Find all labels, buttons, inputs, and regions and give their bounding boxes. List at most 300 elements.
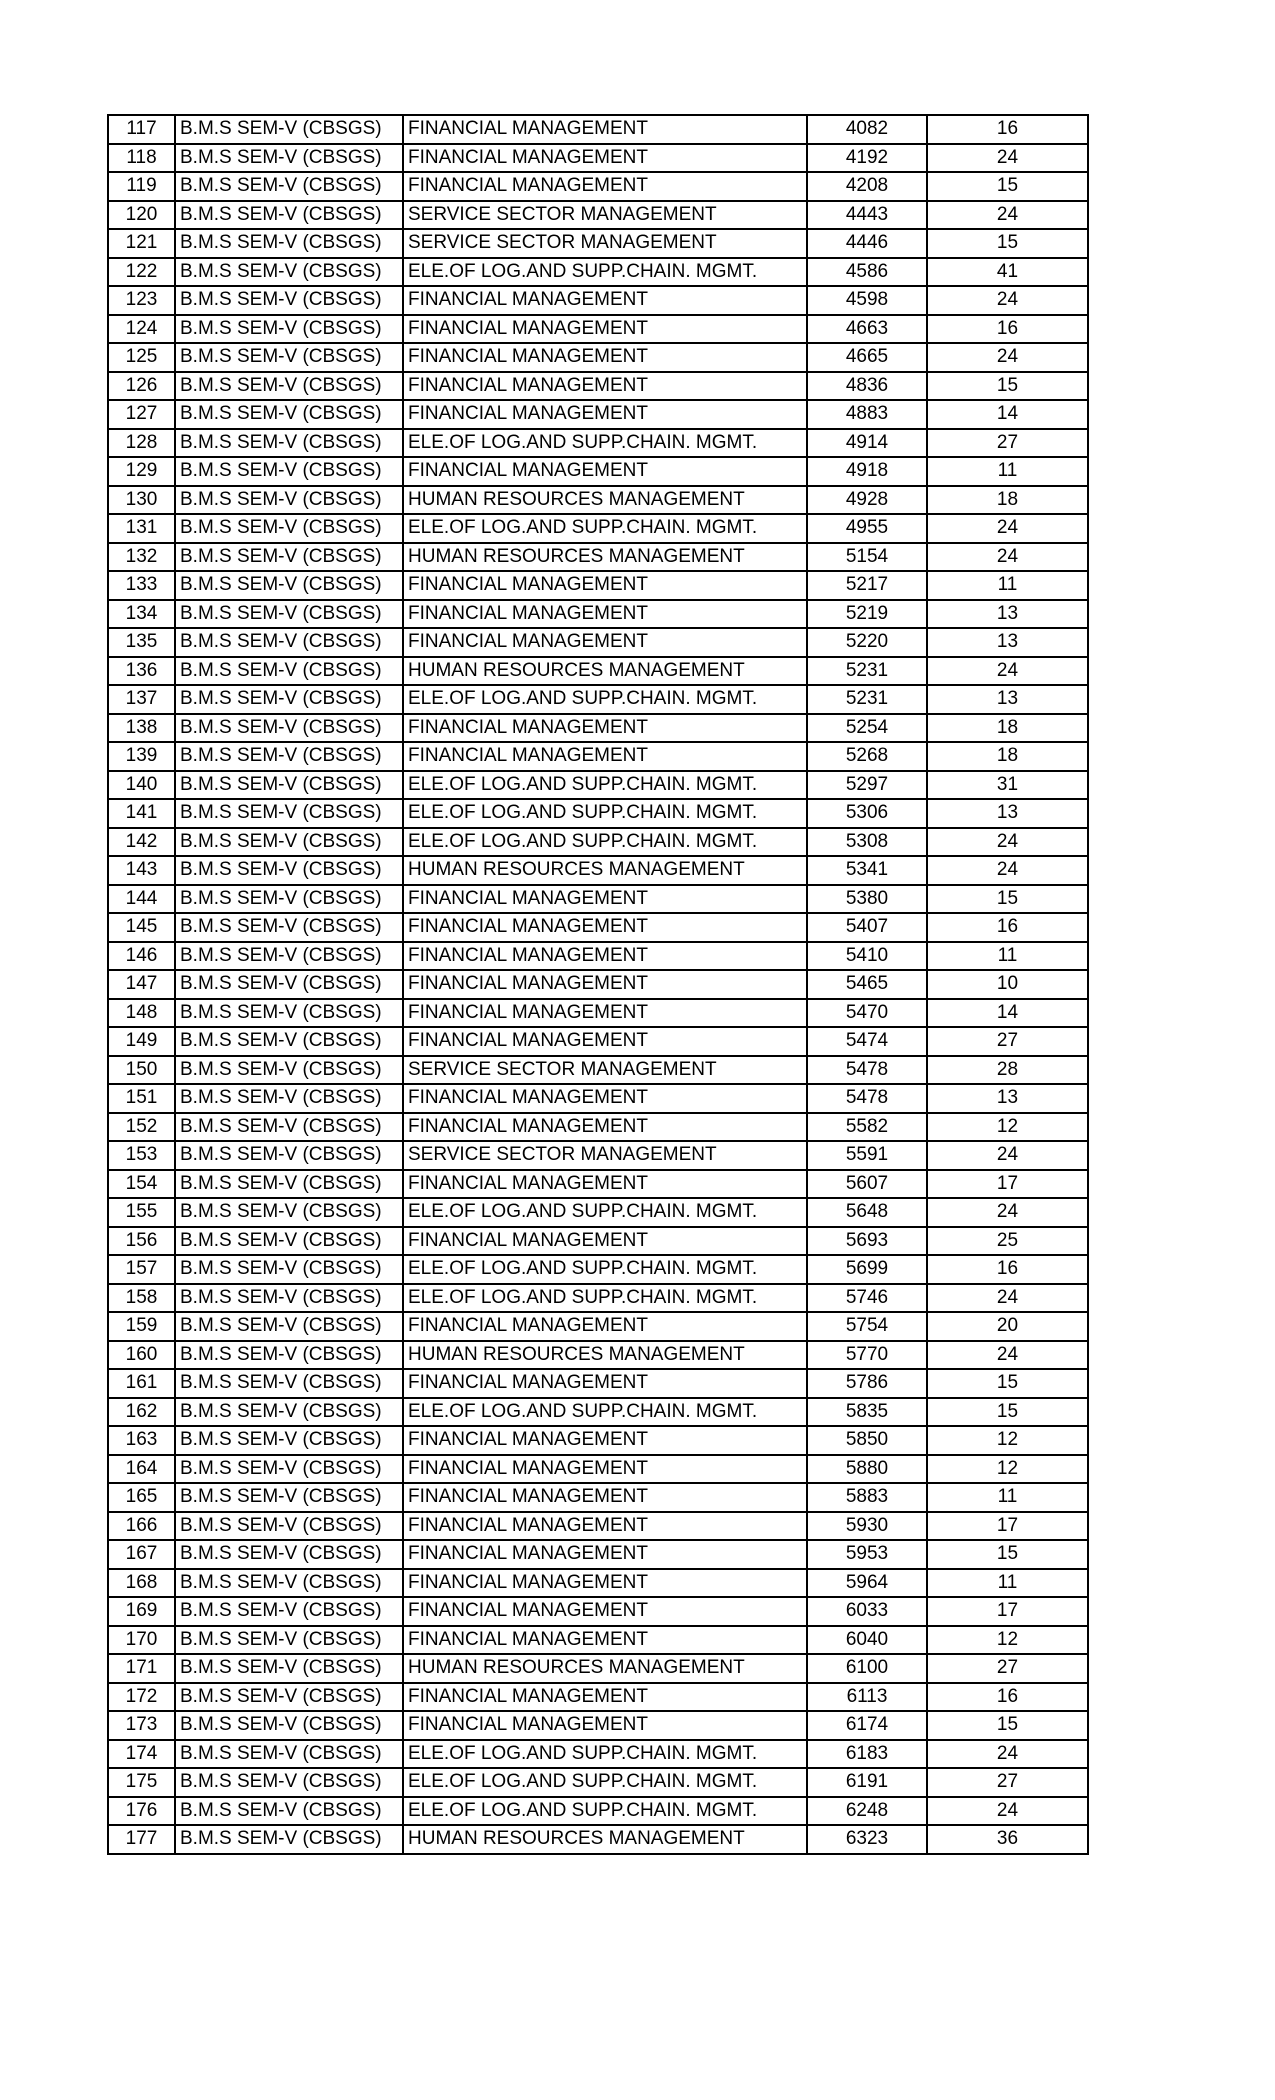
subject-cell: FINANCIAL MANAGEMENT (403, 1227, 807, 1256)
seat-number-cell: 5254 (807, 714, 927, 743)
seat-number-cell: 6113 (807, 1683, 927, 1712)
subject-cell: ELE.OF LOG.AND SUPP.CHAIN. MGMT. (403, 1797, 807, 1826)
marks-cell: 15 (927, 885, 1088, 914)
marks-cell: 16 (927, 115, 1088, 144)
seat-number-cell: 5693 (807, 1227, 927, 1256)
marks-cell: 24 (927, 343, 1088, 372)
subject-cell: ELE.OF LOG.AND SUPP.CHAIN. MGMT. (403, 514, 807, 543)
subject-cell: FINANCIAL MANAGEMENT (403, 286, 807, 315)
class-cell: B.M.S SEM-V (CBSGS) (175, 1540, 403, 1569)
seat-number-cell: 5953 (807, 1540, 927, 1569)
class-cell: B.M.S SEM-V (CBSGS) (175, 1227, 403, 1256)
serial-number-cell: 147 (108, 970, 175, 999)
subject-cell: ELE.OF LOG.AND SUPP.CHAIN. MGMT. (403, 1740, 807, 1769)
class-cell: B.M.S SEM-V (CBSGS) (175, 543, 403, 572)
subject-cell: SERVICE SECTOR MANAGEMENT (403, 1056, 807, 1085)
subject-cell: ELE.OF LOG.AND SUPP.CHAIN. MGMT. (403, 1768, 807, 1797)
seat-number-cell: 5308 (807, 828, 927, 857)
class-cell: B.M.S SEM-V (CBSGS) (175, 1654, 403, 1683)
table-body (108, 115, 1088, 1854)
serial-number-cell: 148 (108, 999, 175, 1028)
class-cell: B.M.S SEM-V (CBSGS) (175, 913, 403, 942)
subject-cell: FINANCIAL MANAGEMENT (403, 628, 807, 657)
serial-number-cell: 165 (108, 1483, 175, 1512)
marks-cell: 16 (927, 1683, 1088, 1712)
class-cell: B.M.S SEM-V (CBSGS) (175, 1455, 403, 1484)
serial-number-cell: 168 (108, 1569, 175, 1598)
marks-cell: 18 (927, 742, 1088, 771)
class-cell: B.M.S SEM-V (CBSGS) (175, 315, 403, 344)
marks-cell: 11 (927, 942, 1088, 971)
class-cell: B.M.S SEM-V (CBSGS) (175, 172, 403, 201)
subject-cell: FINANCIAL MANAGEMENT (403, 600, 807, 629)
seat-number-cell: 5297 (807, 771, 927, 800)
class-cell: B.M.S SEM-V (CBSGS) (175, 1369, 403, 1398)
serial-number-cell: 143 (108, 856, 175, 885)
serial-number-cell: 171 (108, 1654, 175, 1683)
subject-cell: FINANCIAL MANAGEMENT (403, 1170, 807, 1199)
table-row (108, 771, 1088, 800)
class-cell: B.M.S SEM-V (CBSGS) (175, 1198, 403, 1227)
seat-number-cell: 5268 (807, 742, 927, 771)
serial-number-cell: 129 (108, 457, 175, 486)
subject-cell: SERVICE SECTOR MANAGEMENT (403, 201, 807, 230)
class-cell: B.M.S SEM-V (CBSGS) (175, 115, 403, 144)
marks-cell: 13 (927, 600, 1088, 629)
table-row (108, 229, 1088, 258)
table-row (108, 1227, 1088, 1256)
table-row (108, 457, 1088, 486)
seat-number-cell: 5470 (807, 999, 927, 1028)
serial-number-cell: 140 (108, 771, 175, 800)
table-row (108, 999, 1088, 1028)
subject-cell: FINANCIAL MANAGEMENT (403, 1455, 807, 1484)
serial-number-cell: 121 (108, 229, 175, 258)
serial-number-cell: 154 (108, 1170, 175, 1199)
seat-number-cell: 4082 (807, 115, 927, 144)
class-cell: B.M.S SEM-V (CBSGS) (175, 1797, 403, 1826)
class-cell: B.M.S SEM-V (CBSGS) (175, 144, 403, 173)
serial-number-cell: 120 (108, 201, 175, 230)
marks-cell: 11 (927, 571, 1088, 600)
class-cell: B.M.S SEM-V (CBSGS) (175, 628, 403, 657)
serial-number-cell: 169 (108, 1597, 175, 1626)
seat-number-cell: 4836 (807, 372, 927, 401)
table-row (108, 1113, 1088, 1142)
subject-cell: FINANCIAL MANAGEMENT (403, 913, 807, 942)
serial-number-cell: 175 (108, 1768, 175, 1797)
subject-cell: FINANCIAL MANAGEMENT (403, 400, 807, 429)
seat-number-cell: 6040 (807, 1626, 927, 1655)
subject-cell: FINANCIAL MANAGEMENT (403, 172, 807, 201)
class-cell: B.M.S SEM-V (CBSGS) (175, 1056, 403, 1085)
table-row (108, 286, 1088, 315)
serial-number-cell: 166 (108, 1512, 175, 1541)
table-row (108, 172, 1088, 201)
table-row (108, 1512, 1088, 1541)
subject-cell: ELE.OF LOG.AND SUPP.CHAIN. MGMT. (403, 1398, 807, 1427)
seat-number-cell: 6100 (807, 1654, 927, 1683)
marks-cell: 14 (927, 999, 1088, 1028)
seat-number-cell: 5478 (807, 1084, 927, 1113)
subject-cell: FINANCIAL MANAGEMENT (403, 1369, 807, 1398)
serial-number-cell: 134 (108, 600, 175, 629)
serial-number-cell: 162 (108, 1398, 175, 1427)
marks-cell: 15 (927, 1369, 1088, 1398)
marks-cell: 15 (927, 229, 1088, 258)
seat-number-cell: 5231 (807, 657, 927, 686)
seat-number-cell: 6183 (807, 1740, 927, 1769)
table-row (108, 1740, 1088, 1769)
class-cell: B.M.S SEM-V (CBSGS) (175, 343, 403, 372)
subject-cell: FINANCIAL MANAGEMENT (403, 885, 807, 914)
subject-cell: FINANCIAL MANAGEMENT (403, 315, 807, 344)
serial-number-cell: 156 (108, 1227, 175, 1256)
serial-number-cell: 170 (108, 1626, 175, 1655)
subject-cell: HUMAN RESOURCES MANAGEMENT (403, 486, 807, 515)
class-cell: B.M.S SEM-V (CBSGS) (175, 1483, 403, 1512)
serial-number-cell: 152 (108, 1113, 175, 1142)
marks-cell: 24 (927, 1284, 1088, 1313)
table-row (108, 1398, 1088, 1427)
marks-cell: 27 (927, 1654, 1088, 1683)
seat-number-cell: 5220 (807, 628, 927, 657)
class-cell: B.M.S SEM-V (CBSGS) (175, 771, 403, 800)
table-row (108, 1027, 1088, 1056)
subject-cell: SERVICE SECTOR MANAGEMENT (403, 229, 807, 258)
marks-cell: 18 (927, 486, 1088, 515)
seat-number-cell: 5217 (807, 571, 927, 600)
subject-cell: ELE.OF LOG.AND SUPP.CHAIN. MGMT. (403, 828, 807, 857)
class-cell: B.M.S SEM-V (CBSGS) (175, 1626, 403, 1655)
table-row (108, 1426, 1088, 1455)
seat-number-cell: 5648 (807, 1198, 927, 1227)
class-cell: B.M.S SEM-V (CBSGS) (175, 286, 403, 315)
table-row (108, 1797, 1088, 1826)
class-cell: B.M.S SEM-V (CBSGS) (175, 828, 403, 857)
subject-cell: FINANCIAL MANAGEMENT (403, 115, 807, 144)
marks-cell: 15 (927, 172, 1088, 201)
marks-cell: 13 (927, 799, 1088, 828)
marks-cell: 15 (927, 1540, 1088, 1569)
class-cell: B.M.S SEM-V (CBSGS) (175, 742, 403, 771)
seat-number-cell: 6033 (807, 1597, 927, 1626)
table-row (108, 1141, 1088, 1170)
marks-cell: 24 (927, 201, 1088, 230)
seat-number-cell: 5465 (807, 970, 927, 999)
table-row (108, 657, 1088, 686)
serial-number-cell: 127 (108, 400, 175, 429)
subject-cell: HUMAN RESOURCES MANAGEMENT (403, 1654, 807, 1683)
seat-number-cell: 4598 (807, 286, 927, 315)
table-row (108, 799, 1088, 828)
subject-cell: FINANCIAL MANAGEMENT (403, 457, 807, 486)
serial-number-cell: 130 (108, 486, 175, 515)
table-row (108, 1455, 1088, 1484)
marks-cell: 12 (927, 1455, 1088, 1484)
class-cell: B.M.S SEM-V (CBSGS) (175, 1512, 403, 1541)
class-cell: B.M.S SEM-V (CBSGS) (175, 1569, 403, 1598)
table-row (108, 571, 1088, 600)
table-row (108, 1084, 1088, 1113)
class-cell: B.M.S SEM-V (CBSGS) (175, 201, 403, 230)
seat-number-cell: 5850 (807, 1426, 927, 1455)
marks-cell: 17 (927, 1512, 1088, 1541)
class-cell: B.M.S SEM-V (CBSGS) (175, 486, 403, 515)
table-row (108, 1198, 1088, 1227)
subject-cell: FINANCIAL MANAGEMENT (403, 1711, 807, 1740)
seat-number-cell: 4446 (807, 229, 927, 258)
seat-number-cell: 5407 (807, 913, 927, 942)
serial-number-cell: 163 (108, 1426, 175, 1455)
marks-cell: 11 (927, 1569, 1088, 1598)
table-row (108, 1683, 1088, 1712)
seat-number-cell: 6323 (807, 1825, 927, 1854)
table-row (108, 1569, 1088, 1598)
table-row (108, 1768, 1088, 1797)
table-row (108, 885, 1088, 914)
marks-cell: 24 (927, 1198, 1088, 1227)
seat-number-cell: 5835 (807, 1398, 927, 1427)
subject-cell: FINANCIAL MANAGEMENT (403, 1569, 807, 1598)
class-cell: B.M.S SEM-V (CBSGS) (175, 1768, 403, 1797)
serial-number-cell: 137 (108, 685, 175, 714)
serial-number-cell: 159 (108, 1312, 175, 1341)
serial-number-cell: 142 (108, 828, 175, 857)
class-cell: B.M.S SEM-V (CBSGS) (175, 600, 403, 629)
seat-number-cell: 4918 (807, 457, 927, 486)
serial-number-cell: 138 (108, 714, 175, 743)
class-cell: B.M.S SEM-V (CBSGS) (175, 1711, 403, 1740)
class-cell: B.M.S SEM-V (CBSGS) (175, 514, 403, 543)
table-row (108, 1483, 1088, 1512)
seat-number-cell: 4883 (807, 400, 927, 429)
table-row (108, 1597, 1088, 1626)
serial-number-cell: 122 (108, 258, 175, 287)
seat-number-cell: 5219 (807, 600, 927, 629)
table-row (108, 714, 1088, 743)
seat-number-cell: 5880 (807, 1455, 927, 1484)
table-row (108, 144, 1088, 173)
marks-cell: 24 (927, 1141, 1088, 1170)
marks-cell: 18 (927, 714, 1088, 743)
marks-cell: 14 (927, 400, 1088, 429)
subject-cell: ELE.OF LOG.AND SUPP.CHAIN. MGMT. (403, 258, 807, 287)
marks-cell: 15 (927, 1398, 1088, 1427)
serial-number-cell: 135 (108, 628, 175, 657)
serial-number-cell: 157 (108, 1255, 175, 1284)
seat-number-cell: 5582 (807, 1113, 927, 1142)
subject-cell: ELE.OF LOG.AND SUPP.CHAIN. MGMT. (403, 771, 807, 800)
seat-number-cell: 5341 (807, 856, 927, 885)
marks-cell: 25 (927, 1227, 1088, 1256)
table-row (108, 1626, 1088, 1655)
seat-number-cell: 4928 (807, 486, 927, 515)
seat-number-cell: 6191 (807, 1768, 927, 1797)
subject-cell: FINANCIAL MANAGEMENT (403, 1312, 807, 1341)
table-row (108, 1654, 1088, 1683)
serial-number-cell: 124 (108, 315, 175, 344)
subject-cell: FINANCIAL MANAGEMENT (403, 714, 807, 743)
class-cell: B.M.S SEM-V (CBSGS) (175, 372, 403, 401)
marks-cell: 27 (927, 1768, 1088, 1797)
subject-cell: FINANCIAL MANAGEMENT (403, 372, 807, 401)
serial-number-cell: 136 (108, 657, 175, 686)
subject-cell: FINANCIAL MANAGEMENT (403, 1084, 807, 1113)
marks-cell: 16 (927, 1255, 1088, 1284)
serial-number-cell: 160 (108, 1341, 175, 1370)
subject-cell: FINANCIAL MANAGEMENT (403, 1626, 807, 1655)
table-row (108, 856, 1088, 885)
data-table (107, 114, 1089, 1855)
marks-cell: 36 (927, 1825, 1088, 1854)
serial-number-cell: 153 (108, 1141, 175, 1170)
seat-number-cell: 5591 (807, 1141, 927, 1170)
serial-number-cell: 150 (108, 1056, 175, 1085)
seat-number-cell: 5930 (807, 1512, 927, 1541)
seat-number-cell: 4955 (807, 514, 927, 543)
class-cell: B.M.S SEM-V (CBSGS) (175, 258, 403, 287)
class-cell: B.M.S SEM-V (CBSGS) (175, 1426, 403, 1455)
seat-number-cell: 5786 (807, 1369, 927, 1398)
serial-number-cell: 125 (108, 343, 175, 372)
class-cell: B.M.S SEM-V (CBSGS) (175, 1255, 403, 1284)
serial-number-cell: 173 (108, 1711, 175, 1740)
serial-number-cell: 139 (108, 742, 175, 771)
serial-number-cell: 155 (108, 1198, 175, 1227)
seat-number-cell: 5380 (807, 885, 927, 914)
serial-number-cell: 117 (108, 115, 175, 144)
serial-number-cell: 167 (108, 1540, 175, 1569)
class-cell: B.M.S SEM-V (CBSGS) (175, 1398, 403, 1427)
table-row (108, 1284, 1088, 1313)
table-row (108, 201, 1088, 230)
table-row (108, 913, 1088, 942)
seat-number-cell: 5607 (807, 1170, 927, 1199)
table-row (108, 514, 1088, 543)
subject-cell: ELE.OF LOG.AND SUPP.CHAIN. MGMT. (403, 1284, 807, 1313)
serial-number-cell: 131 (108, 514, 175, 543)
marks-cell: 28 (927, 1056, 1088, 1085)
table-row (108, 372, 1088, 401)
subject-cell: FINANCIAL MANAGEMENT (403, 742, 807, 771)
seat-number-cell: 6174 (807, 1711, 927, 1740)
marks-cell: 16 (927, 315, 1088, 344)
seat-number-cell: 4208 (807, 172, 927, 201)
class-cell: B.M.S SEM-V (CBSGS) (175, 714, 403, 743)
subject-cell: FINANCIAL MANAGEMENT (403, 1113, 807, 1142)
table-row (108, 258, 1088, 287)
subject-cell: SERVICE SECTOR MANAGEMENT (403, 1141, 807, 1170)
class-cell: B.M.S SEM-V (CBSGS) (175, 1170, 403, 1199)
marks-cell: 24 (927, 1341, 1088, 1370)
subject-cell: ELE.OF LOG.AND SUPP.CHAIN. MGMT. (403, 799, 807, 828)
table-row (108, 1825, 1088, 1854)
serial-number-cell: 149 (108, 1027, 175, 1056)
seat-number-cell: 5231 (807, 685, 927, 714)
table-row (108, 543, 1088, 572)
class-cell: B.M.S SEM-V (CBSGS) (175, 999, 403, 1028)
subject-cell: ELE.OF LOG.AND SUPP.CHAIN. MGMT. (403, 1255, 807, 1284)
class-cell: B.M.S SEM-V (CBSGS) (175, 429, 403, 458)
table-row (108, 1540, 1088, 1569)
marks-cell: 10 (927, 970, 1088, 999)
class-cell: B.M.S SEM-V (CBSGS) (175, 1027, 403, 1056)
class-cell: B.M.S SEM-V (CBSGS) (175, 457, 403, 486)
marks-cell: 11 (927, 1483, 1088, 1512)
serial-number-cell: 118 (108, 144, 175, 173)
subject-cell: HUMAN RESOURCES MANAGEMENT (403, 1341, 807, 1370)
class-cell: B.M.S SEM-V (CBSGS) (175, 885, 403, 914)
class-cell: B.M.S SEM-V (CBSGS) (175, 1683, 403, 1712)
marks-cell: 13 (927, 685, 1088, 714)
seat-number-cell: 6248 (807, 1797, 927, 1826)
subject-cell: FINANCIAL MANAGEMENT (403, 1540, 807, 1569)
class-cell: B.M.S SEM-V (CBSGS) (175, 1084, 403, 1113)
table-row (108, 1369, 1088, 1398)
class-cell: B.M.S SEM-V (CBSGS) (175, 1597, 403, 1626)
table-row (108, 429, 1088, 458)
marks-cell: 13 (927, 1084, 1088, 1113)
subject-cell: FINANCIAL MANAGEMENT (403, 343, 807, 372)
seat-number-cell: 5964 (807, 1569, 927, 1598)
table-row (108, 1170, 1088, 1199)
seat-number-cell: 4665 (807, 343, 927, 372)
class-cell: B.M.S SEM-V (CBSGS) (175, 1113, 403, 1142)
serial-number-cell: 151 (108, 1084, 175, 1113)
table-row (108, 343, 1088, 372)
table-row (108, 628, 1088, 657)
class-cell: B.M.S SEM-V (CBSGS) (175, 856, 403, 885)
marks-cell: 16 (927, 913, 1088, 942)
seat-number-cell: 5154 (807, 543, 927, 572)
class-cell: B.M.S SEM-V (CBSGS) (175, 1740, 403, 1769)
seat-number-cell: 4586 (807, 258, 927, 287)
seat-number-cell: 5770 (807, 1341, 927, 1370)
serial-number-cell: 119 (108, 172, 175, 201)
marks-cell: 27 (927, 1027, 1088, 1056)
table-row (108, 600, 1088, 629)
class-cell: B.M.S SEM-V (CBSGS) (175, 1341, 403, 1370)
serial-number-cell: 145 (108, 913, 175, 942)
subject-cell: FINANCIAL MANAGEMENT (403, 999, 807, 1028)
marks-cell: 13 (927, 628, 1088, 657)
table-row (108, 942, 1088, 971)
subject-cell: ELE.OF LOG.AND SUPP.CHAIN. MGMT. (403, 685, 807, 714)
subject-cell: ELE.OF LOG.AND SUPP.CHAIN. MGMT. (403, 429, 807, 458)
serial-number-cell: 177 (108, 1825, 175, 1854)
serial-number-cell: 176 (108, 1797, 175, 1826)
class-cell: B.M.S SEM-V (CBSGS) (175, 571, 403, 600)
table-row (108, 486, 1088, 515)
subject-cell: FINANCIAL MANAGEMENT (403, 144, 807, 173)
marks-cell: 17 (927, 1597, 1088, 1626)
marks-cell: 24 (927, 828, 1088, 857)
marks-cell: 24 (927, 657, 1088, 686)
marks-cell: 24 (927, 144, 1088, 173)
subject-cell: FINANCIAL MANAGEMENT (403, 970, 807, 999)
serial-number-cell: 128 (108, 429, 175, 458)
marks-cell: 12 (927, 1626, 1088, 1655)
class-cell: B.M.S SEM-V (CBSGS) (175, 400, 403, 429)
serial-number-cell: 126 (108, 372, 175, 401)
seat-number-cell: 5883 (807, 1483, 927, 1512)
class-cell: B.M.S SEM-V (CBSGS) (175, 799, 403, 828)
seat-number-cell: 5699 (807, 1255, 927, 1284)
marks-cell: 24 (927, 856, 1088, 885)
subject-cell: FINANCIAL MANAGEMENT (403, 1683, 807, 1712)
table-row (108, 1312, 1088, 1341)
